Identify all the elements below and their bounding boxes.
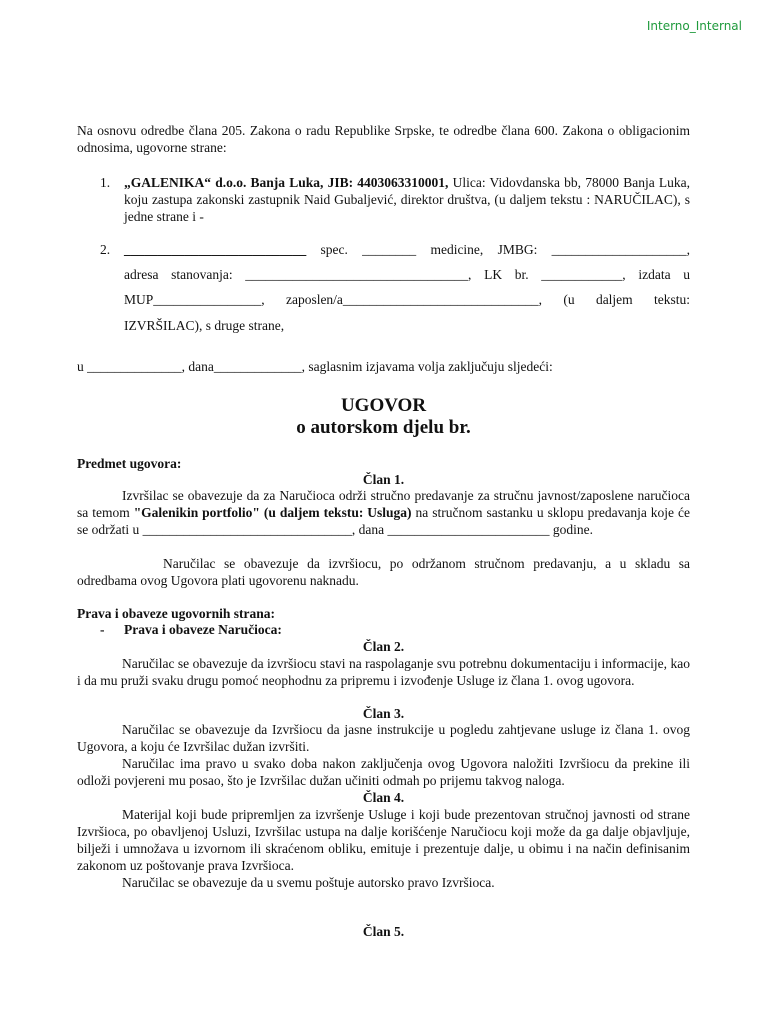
party1-name: „GALENIKA“ d.o.o. Banja Luka, JIB: 4403063310001, — [124, 175, 449, 190]
agreement-line: u ______________, dana_____________, saglasnim izjavama volja zaključuju sljedeći: — [77, 359, 553, 374]
article-4-heading: Član 4. — [362, 790, 405, 805]
section2-bullet: - — [100, 622, 105, 637]
section2-subheading: Prava i obaveze Naručioca: — [124, 622, 282, 637]
article-1-text-b: na stručnom sastanku u sklopu predavanja koje će se održati u _______________________________, dana ________________________ godine. — [77, 505, 690, 537]
section1-heading: Predmet ugovora: — [77, 456, 182, 471]
document-subtitle: o autorskom djelu br. — [296, 417, 471, 438]
party1-details: Ulica: Vidovdanska bb, 78000 Banja Luka, koju zastupa zakonski zastupnik Naid Gubaljević, direktor društva, (u daljem tekstu : NARUČILAC), s jedne strane i — [124, 175, 690, 224]
party1-trail: - — [199, 209, 204, 224]
article-1-paragraph-1 — [77, 487, 690, 538]
section2-heading: Prava i obaveze ugovornih strana: — [77, 606, 275, 621]
article-1-paragraph-2: Naručilac se obavezuje da izvršiocu, po održanom stručnom predavanju, a u skladu sa odredbama ovog Ugovora plati ugovorenu naknadu. — [77, 556, 690, 588]
article-2-heading: Član 2. — [362, 639, 405, 654]
classification-label: Interno_Internal — [646, 19, 742, 33]
party2-number: 2. — [100, 242, 111, 257]
article-3-paragraph-1: Naručilac se obavezuje da Izvršiocu da jasne instrukcije u pogledu zahtjevane usluge iz člana 1. ovog Ugovora, a koju će Izvršilac dužan izvršiti. — [77, 722, 690, 754]
party2-line4: IZVRŠILAC), s druge strane, — [124, 318, 285, 333]
article-3-heading: Član 3. — [362, 706, 405, 721]
intro-paragraph: Na osnovu odredbe člana 205. Zakona o radu Republike Srpske, te odredbe člana 600. Zakona o obligacionim odnosima, ugovorne strane: — [77, 123, 690, 155]
party2-name-blank: ___________________________ — [124, 242, 307, 257]
party2-line1-rest: spec. ________ medicine, JMBG: ____________________, — [306, 242, 690, 257]
article-1-topic: "Galenikin portfolio" (u daljem tekstu: Usluga) — [133, 505, 412, 520]
article-5-heading: Član 5. — [362, 924, 405, 939]
party1-number: 1. — [100, 175, 111, 190]
article-3-paragraph-2: Naručilac ima pravo u svako doba nakon zaključenja ovog Ugovora naložiti Izvršiocu da prekine ili odloži povjereni mu posao, što je Izvršilac dužan učiniti odmah po prijemu takvog naloga. — [77, 756, 690, 788]
party1-paragraph — [124, 174, 690, 225]
article-4-paragraph-1: Materijal koji bude pripremljen za izvršenje Usluge i koji bude prezentovan stručnoj javnosti od strane Izvršioca, po obavljenoj Usluzi, Izvršilac ustupa na dalje korišćenje Naručiocu koji može da ga dalje objavljuje, bilježi i umnožava u izvornom ili skraćenom obliku, emituje i prezentuje dalje, u obimu i na način definisanim zakonom uz poštovanje prava Izvršioca. — [77, 807, 690, 873]
party2-line1 — [124, 241, 690, 258]
document-title: UGOVOR — [340, 395, 427, 416]
article-1-heading: Član 1. — [362, 472, 405, 487]
article-2-paragraph: Naručilac se obavezuje da izvršiocu stavi na raspolaganje svu potrebnu dokumentaciju i informacije, kao i da mu pruži svaku drugu pomoć neophodnu za pripremu i izvođenje Usluge iz člana 1. ovog ugovora. — [77, 656, 690, 688]
party2-line3: MUP________________, zaposlen/a_____________________________, (u daljem tekstu: — [124, 292, 690, 307]
article-1-text-a: Izvršilac se obavezuje da za Naručioca održi stručno predavanje za stručnu javnost/zaposlene naručioca sa temom — [77, 488, 690, 520]
article-4-paragraph-2: Naručilac se obavezuje da u svemu poštuje autorsko pravo Izvršioca. — [122, 875, 495, 890]
party2-line2: adresa stanovanja: _________________________________, LK br. ____________, izdata u — [124, 267, 690, 282]
